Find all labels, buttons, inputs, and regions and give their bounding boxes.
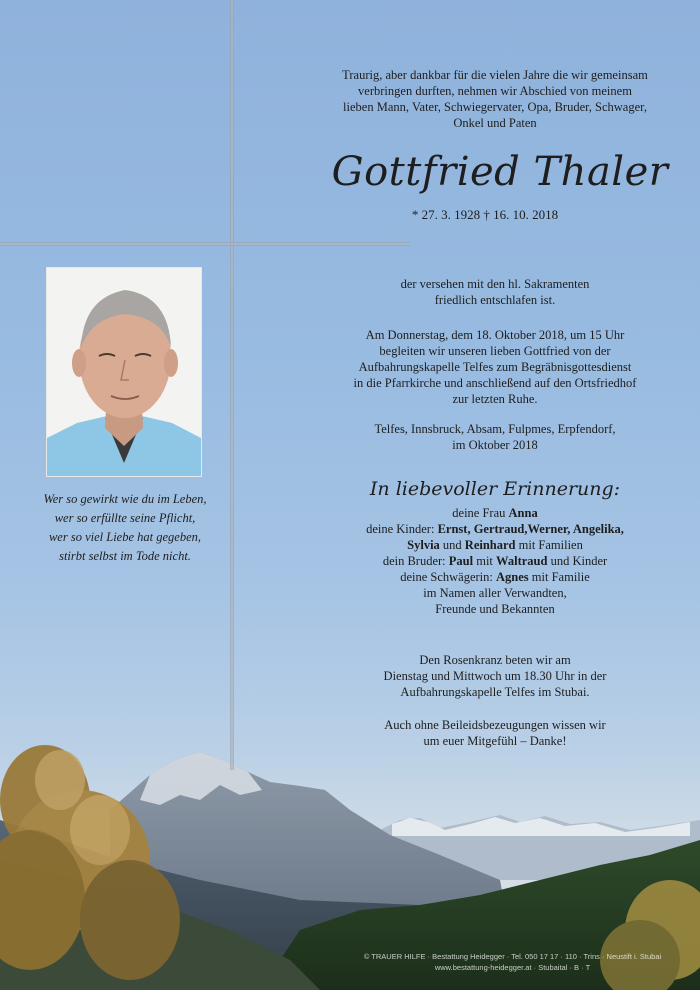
family-list bbox=[320, 505, 670, 617]
deceased-name: Gottfried Thaler bbox=[331, 149, 669, 195]
sacrament-line: der versehen mit den hl. Sakramenten bbox=[400, 277, 590, 291]
sacrament-text bbox=[320, 276, 670, 308]
family-wife: deine Frau Anna bbox=[452, 506, 538, 520]
intro-line: verbringen durften, nehmen wir Abschied von meinem bbox=[358, 84, 632, 98]
funeral-line: begleiten wir unseren lieben Gottfried von der bbox=[379, 344, 611, 358]
family-sister-in-law: deine Schwägerin: Agnes mit Familie bbox=[400, 570, 590, 584]
family-brother: dein Bruder: Paul mit Waltraud und Kinder bbox=[382, 554, 608, 568]
family-children: deine Kinder: Ernst, Gertraud,Werner, Angelika, bbox=[366, 522, 624, 536]
places-line: Telfes, Innsbruck, Absam, Fulpmes, Erpfendorf, bbox=[374, 422, 616, 436]
quote-line: wer so erfüllte seine Pflicht, bbox=[54, 511, 196, 525]
rosary-text bbox=[320, 652, 670, 700]
intro-line: lieben Mann, Vater, Schwiegervater, Opa, Bruder, Schwager, bbox=[343, 100, 647, 114]
family-friends: Freunde und Bekannten bbox=[435, 602, 555, 616]
cross-vertical-beam bbox=[230, 0, 234, 770]
funeral-line: zur letzten Ruhe. bbox=[452, 392, 538, 406]
thanks-line: Auch ohne Beileidsbezeugungen wissen wir bbox=[384, 718, 606, 732]
quote-line: Wer so gewirkt wie du im Leben, bbox=[43, 492, 207, 506]
funeral-text bbox=[320, 327, 670, 407]
cross-horizontal-beam bbox=[0, 242, 410, 246]
footer-line: www.bestattung-heidegger.at · Stubaital · B · T bbox=[434, 963, 591, 972]
thanks-text bbox=[320, 717, 670, 749]
life-dates: * 27. 3. 1928 † 16. 10. 2018 bbox=[411, 207, 559, 222]
places-line: im Oktober 2018 bbox=[452, 438, 538, 452]
quote-line: stirbt selbst im Tode nicht. bbox=[59, 549, 191, 563]
sacrament-line: friedlich entschlafen ist. bbox=[434, 293, 556, 307]
memorial-quote bbox=[20, 490, 230, 566]
intro-line: Onkel und Paten bbox=[453, 116, 537, 130]
portrait-photo bbox=[46, 267, 202, 477]
thanks-line: um euer Mitgefühl – Danke! bbox=[423, 734, 567, 748]
intro-line: Traurig, aber dankbar für die vielen Jahre die wir gemeinsam bbox=[342, 68, 648, 82]
footer-line: © TRAUER HILFE · Bestattung Heidegger · Tel. 050 17 17 · 110 · Trins · Neustift i. Stubai bbox=[363, 952, 662, 961]
family-children-2: Sylvia und Reinhard mit Familien bbox=[407, 538, 583, 552]
family-relatives: im Namen aller Verwandten, bbox=[423, 586, 567, 600]
funeral-line: in die Pfarrkirche und anschließend auf den Ortsfriedhof bbox=[353, 376, 637, 390]
quote-line: wer so viel Liebe hat gegeben, bbox=[48, 530, 202, 544]
places-text bbox=[320, 421, 670, 453]
rosary-line: Dienstag und Mittwoch um 18.30 Uhr in der bbox=[383, 669, 607, 683]
rosary-line: Den Rosenkranz beten wir am bbox=[419, 653, 571, 667]
publisher-footer bbox=[330, 951, 695, 973]
memory-heading: In liebevoller Erinnerung: bbox=[369, 478, 621, 500]
funeral-line: Aufbahrungskapelle Telfes zum Begräbnisgottesdienst bbox=[358, 360, 632, 374]
portrait-figure bbox=[47, 268, 201, 476]
funeral-line: Am Donnerstag, dem 18. Oktober 2018, um 15 Uhr bbox=[365, 328, 625, 342]
intro-text bbox=[320, 67, 670, 131]
rosary-line: Aufbahrungskapelle Telfes im Stubai. bbox=[400, 685, 590, 699]
